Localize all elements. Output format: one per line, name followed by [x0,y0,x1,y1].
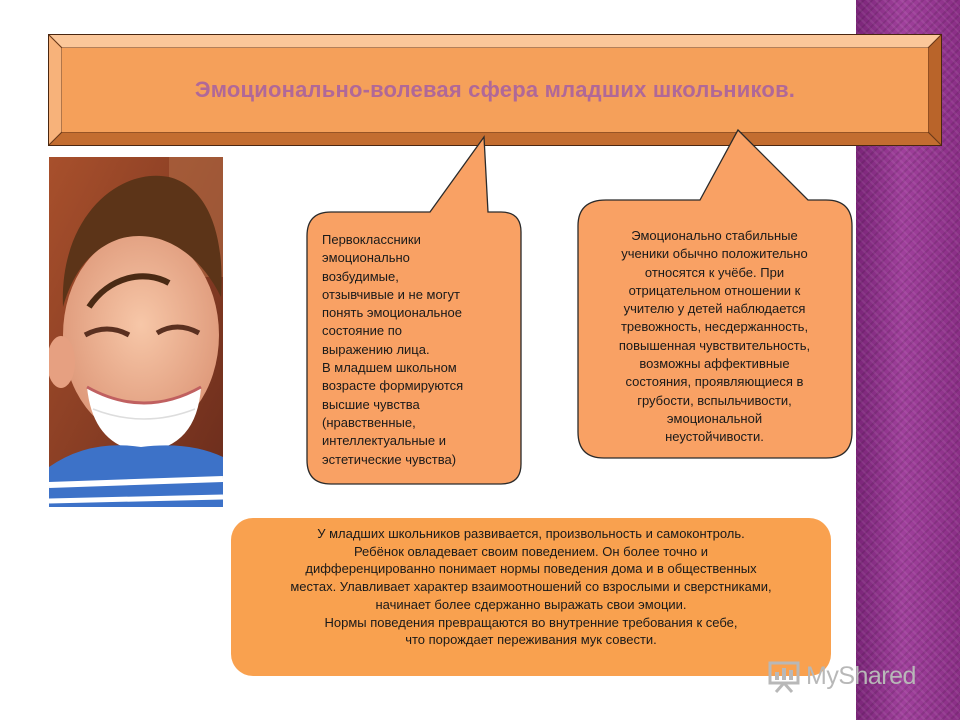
left-bubble-text [322,231,514,469]
left-bubble-line: эстетические чувства) [322,451,457,467]
summary-line: Ребёнок овладевает своим поведением. Он более точно и [353,543,709,559]
summary-line: что порождает переживания мук совести. [405,632,657,648]
right-bubble-line: тревожность, несдержанность, [620,319,809,335]
left-bubble-line: возрасте формируются [322,378,464,394]
left-bubble-line: отзывчивые и не могут [322,286,460,302]
right-bubble-line: повышенная чувствительность, [618,337,811,353]
left-bubble-line: понять эмоциональное [322,305,462,321]
left-bubble-line: (нравственные, [322,414,416,430]
right-bubble-line: эмоциональной [666,410,763,426]
left-bubble-line: возбудимые, [322,268,399,284]
left-bubble-line: интеллектуальные и [322,433,446,449]
right-bubble-line: возможны аффективные [639,356,790,372]
left-bubble-line: Первоклассники [322,232,421,247]
right-bubble-text [592,227,837,447]
right-bubble-line: грубости, вспыльчивости, [637,392,792,408]
summary-line: начинает более сдержанно выражать свои эмоции. [375,596,687,612]
summary-box [231,518,831,676]
right-bubble-line: неустойчивости. [665,429,764,445]
summary-line: Нормы поведения превращаются во внутренние требования к себе, [324,614,738,630]
right-bubble-line: Эмоционально стабильные [631,228,798,243]
slide-title: Эмоционально-волевая сфера младших школьников. [194,77,796,102]
right-bubble-line: отрицательном отношении к [628,282,801,298]
summary-line: дифференцированно понимает нормы поведения дома и в общественных [305,561,757,577]
summary-text [231,525,831,649]
left-bubble-line: эмоционально [322,250,410,266]
left-bubble-line: состояние по [322,323,403,339]
right-bubble-line: учителю у детей наблюдается [623,301,806,317]
left-bubble-line: выражению лица. [322,341,430,357]
summary-line: местах. Улавливает характер взаимоотношений со взрослыми и сверстниками, [290,579,772,595]
presentation-board-icon [766,658,802,694]
right-bubble-line: ученики обычно положительно [621,246,808,262]
right-bubble-line: относятся к учёбе. При [644,264,785,280]
left-bubble-line: В младшем школьном [322,360,457,376]
left-bubble-line: высшие чувства [322,396,420,412]
watermark-text: MyShared [806,661,916,690]
myshared-watermark [766,656,916,696]
summary-line: У младших школьников развивается, произвольность и самоконтроль. [317,526,745,541]
right-bubble-line: состояния, проявляющиеся в [625,374,804,390]
